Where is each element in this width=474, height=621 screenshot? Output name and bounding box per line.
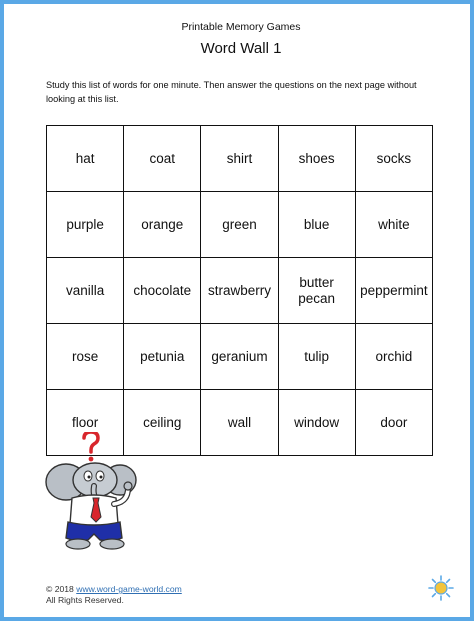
grid-row [47,126,433,192]
word-cell [201,192,278,258]
word-text: rose [71,348,99,364]
word-text: purple [66,216,104,232]
word-grid [46,125,433,456]
word-cell [201,324,278,390]
word-cell [355,324,432,390]
word-cell [355,126,432,192]
word-cell [124,126,201,192]
word-text: orange [141,216,184,232]
word-cell [278,258,355,324]
word-text: vanilla [65,282,105,298]
word-cell [355,258,432,324]
word-text: ceiling [143,414,182,430]
word-text: shirt [226,150,253,166]
rights-text: All Rights Reserved. [46,595,124,605]
word-text: floor [71,414,99,430]
word-text: petunia [140,348,185,364]
word-cell [355,390,432,456]
word-cell [124,258,201,324]
word-text: tulip [304,348,330,364]
question-mark-icon [84,432,98,461]
word-cell [278,390,355,456]
grid-row [47,258,433,324]
word-text: chocolate [133,282,192,298]
word-text: butter pecan [298,274,336,306]
word-text: shoes [298,150,335,166]
footer [46,584,182,606]
word-text: peppermint [360,282,428,298]
word-text: window [294,414,340,430]
word-cell [278,324,355,390]
word-text: strawberry [207,282,271,298]
instructions-text: Study this list of words for one minute. Then answer the questions on the next page without looking at this list. [46,80,417,104]
word-text: green [222,216,257,232]
word-cell [124,324,201,390]
word-text: wall [227,414,252,430]
thinking-elephant-illustration [40,432,150,552]
sun-logo-icon [428,575,454,601]
word-text: hat [75,150,95,166]
word-text: white [378,216,410,232]
website-link[interactable]: www.word-game-world.com [76,584,182,594]
word-text: blue [303,216,330,232]
grid-row [47,192,433,258]
word-text: socks [376,150,412,166]
copyright-text: © 2018 [46,584,74,594]
word-cell [201,126,278,192]
grid-row [47,324,433,390]
word-cell [355,192,432,258]
word-cell [47,258,124,324]
word-cell [201,390,278,456]
site-title: Printable Memory Games [181,21,301,33]
word-cell [47,324,124,390]
word-cell [47,192,124,258]
word-cell [124,192,201,258]
word-cell [278,126,355,192]
word-cell [278,192,355,258]
page-title: Word Wall 1 [200,40,282,57]
word-cell [201,258,278,324]
word-text: coat [149,150,176,166]
word-text: door [380,414,408,430]
word-text: geranium [211,348,268,364]
word-text: orchid [375,348,413,364]
word-cell [47,126,124,192]
